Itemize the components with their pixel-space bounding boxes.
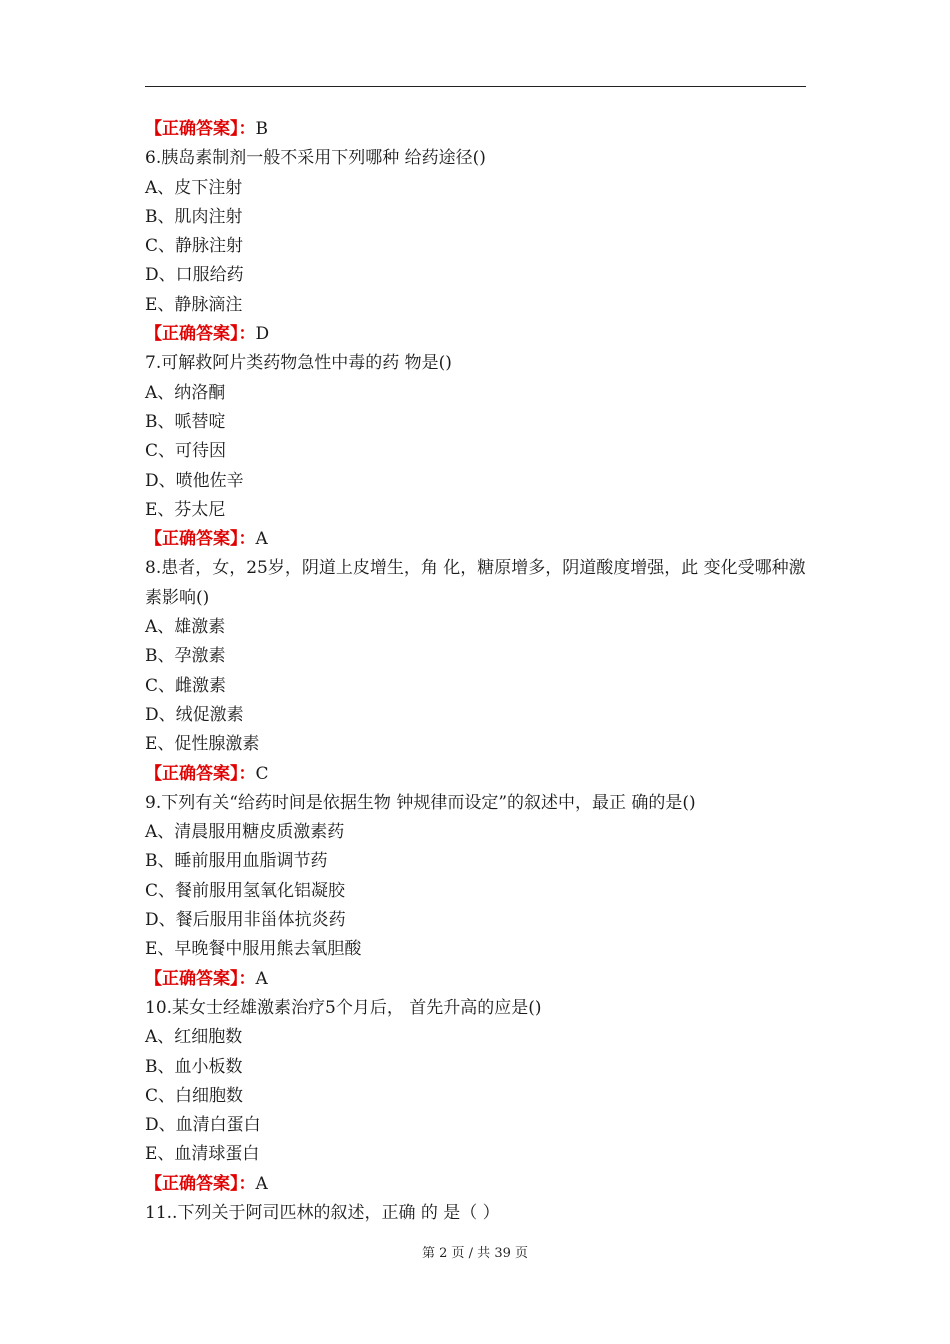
answer-value: B (255, 119, 268, 139)
question-stem: 9.下列有关“给药时间是依据生物 钟规律而设定”的叙述中，最正 确的是() (145, 792, 696, 813)
option-a: A、红细胞数 (145, 1027, 243, 1048)
option-e: E、早晚餐中服用熊去氧胆酸 (145, 939, 362, 960)
document-body (145, 115, 807, 1228)
option-a: A、清晨服用糖皮质激素药 (145, 822, 345, 843)
option-c: C、可待因 (145, 441, 227, 462)
answer-line (145, 760, 807, 789)
question-stem: 6.胰岛素制剂一般不采用下列哪种 给药途径() (145, 148, 486, 169)
option-a: A、皮下注射 (145, 177, 243, 198)
answer-label: 【正确答案】： (145, 529, 256, 550)
answer-value: A (255, 529, 268, 550)
answer-value: A (255, 1173, 268, 1194)
option-c: C、静脉注射 (145, 236, 244, 257)
question-stem: 11..下列关于阿司匹林的叙述，正确 的 是（ ） (145, 1202, 500, 1223)
option-d: D、餐后服用非甾体抗炎药 (145, 910, 346, 931)
answer-line (145, 525, 807, 554)
answer-label: 【正确答案】： (145, 763, 256, 784)
option-b: B、睡前服用血脂调节药 (145, 851, 328, 872)
answer-value: C (255, 763, 269, 784)
option-d: D、喷他佐辛 (145, 470, 244, 491)
answer-line (145, 320, 807, 349)
option-c: C、白细胞数 (145, 1085, 244, 1106)
page-footer: 第 2 页 / 共 39 页 (422, 1246, 528, 1261)
answer-value: D (255, 324, 270, 345)
option-a: A、雄激素 (145, 617, 226, 638)
option-b: B、哌替啶 (145, 411, 226, 432)
header-rule (145, 86, 806, 87)
answer-label: 【正确答案】： (145, 119, 256, 139)
answer-label: 【正确答案】： (145, 1173, 256, 1194)
option-e: E、血清球蛋白 (145, 1144, 260, 1165)
option-e: E、促性腺激素 (145, 734, 260, 755)
option-d: D、血清白蛋白 (145, 1115, 261, 1136)
answer-line (145, 115, 807, 144)
option-a: A、纳洛酮 (145, 382, 226, 403)
option-d: D、口服给药 (145, 265, 244, 286)
question-stem: 7.可解救阿片类药物急性中毒的药 物是() (145, 353, 452, 374)
option-e: E、芬太尼 (145, 499, 226, 520)
option-b: B、血小板数 (145, 1056, 243, 1077)
answer-line (145, 1170, 807, 1199)
option-c: C、餐前服用氢氧化铝凝胶 (145, 880, 346, 901)
option-b: B、肌肉注射 (145, 206, 243, 227)
option-c: C、雌激素 (145, 675, 227, 696)
question-stem: 10.某女士经雄激素治疗5个月后， 首先升高的应是() (145, 997, 542, 1018)
answer-line (145, 965, 807, 994)
option-d: D、绒促激素 (145, 704, 244, 725)
answer-label: 【正确答案】： (145, 968, 256, 989)
answer-value: A (255, 968, 268, 989)
option-b: B、孕激素 (145, 646, 226, 667)
answer-label: 【正确答案】： (145, 324, 256, 345)
question-stem: 8.患者，女，25岁，阴道上皮增生，角 化，糖原增多，阴道酸度增强，此 变化受哪种激素影响() (145, 558, 806, 608)
option-e: E、静脉滴注 (145, 294, 243, 315)
